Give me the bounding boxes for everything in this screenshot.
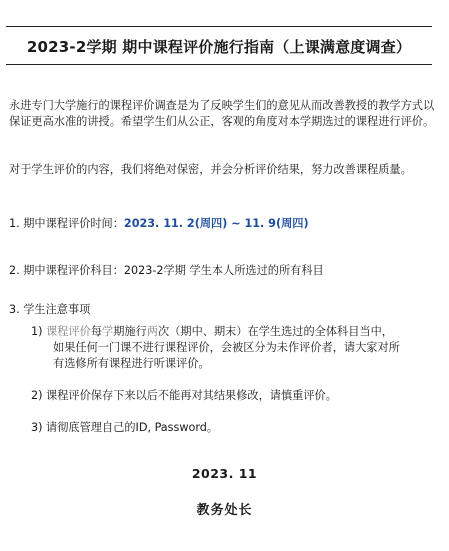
evaluation-period-value: 2023. 11. 2(周四) ~ 11. 9(周四) xyxy=(123,217,309,230)
footer-signature: 教务处长 xyxy=(196,503,253,518)
note-1-word-conducted: 期施行 xyxy=(113,325,147,338)
intro-paragraph-2: 对于学生评价的内容，我们将绝对保密，并会分析评价结果，努力改善课程质量。 xyxy=(9,163,412,176)
footer-date: 2023. 11 xyxy=(191,466,258,481)
top-divider xyxy=(6,26,432,27)
note-1-word-two: 两 xyxy=(146,325,158,338)
note-1-word-each: 每 xyxy=(90,325,103,338)
note-3: 3) 请彻底管理自己的ID, Password。 xyxy=(31,421,219,434)
note-1-line-3: 有选修所有课程进行听课评价。 xyxy=(53,357,210,370)
intro-paragraph-1: 永进专门大学施行的课程评价调查是为了反映学生们的意见从而改善教授的教学方式以保证更高水准的讲授。希望学生们从公正，客观的角度对本学期选过的课程进行评价。 xyxy=(9,99,435,128)
note-1-prefix: 1) xyxy=(31,325,47,338)
note-1-line-2: 如果任何一门课不进行课程评价，会被区分为未作评价者，请大家对所 xyxy=(53,341,400,354)
notes-heading: 3. 学生注意事项 xyxy=(9,303,91,316)
title-divider xyxy=(6,64,432,65)
document-title: 2023-2学期 期中课程评价施行指南（上课满意度调查） xyxy=(26,38,412,56)
note-1-line-1 xyxy=(31,324,393,340)
evaluation-subjects xyxy=(9,263,324,279)
evaluation-period xyxy=(9,216,309,232)
evaluation-period-label: 1. 期中课程评价时间： xyxy=(9,217,124,230)
note-1-rest: 次（期中、期末）在学生选过的全体科目当中， xyxy=(158,325,393,338)
note-1-word-semester: 学 xyxy=(102,325,114,338)
note-2: 2) 课程评价保存下来以后不能再对其结果修改，请慎重评价。 xyxy=(31,389,337,402)
evaluation-subjects-label: 2. 期中课程评价科目： xyxy=(9,264,124,277)
evaluation-subjects-value: 2023-2学期 学生本人所选过的所有科目 xyxy=(123,264,324,277)
note-1-word-course-evaluation: 课程评价 xyxy=(46,325,91,338)
